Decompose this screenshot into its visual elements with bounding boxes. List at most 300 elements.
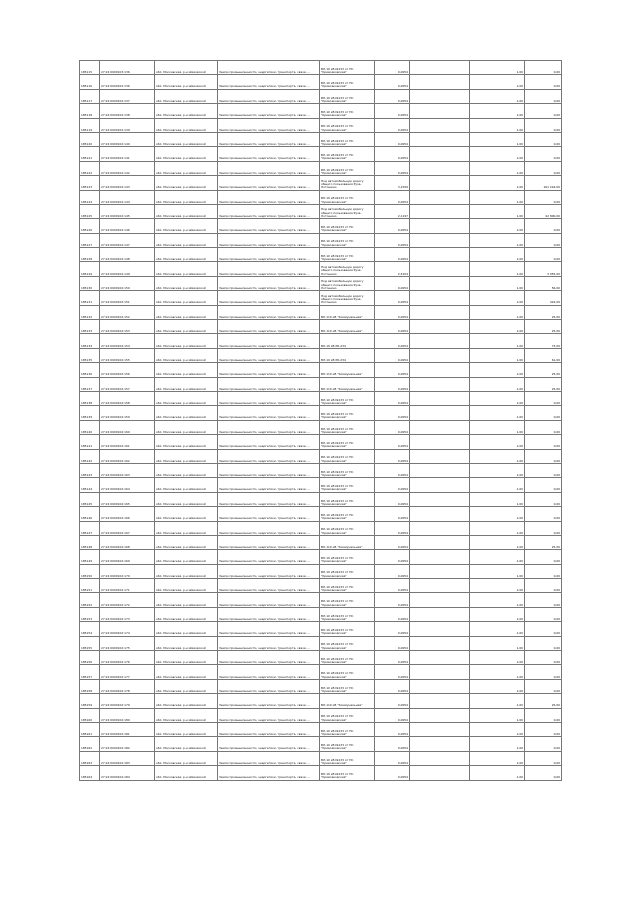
ratio-cell: 1,00 xyxy=(470,176,525,190)
cadastral-number: 27:22:0000103:136 xyxy=(100,61,155,75)
table-row xyxy=(80,607,562,621)
cadastral-number: 27:22:0000102:155 xyxy=(100,348,155,362)
table-row xyxy=(80,176,562,190)
row-number: 185124 xyxy=(80,190,100,204)
permitted-use-cell: ВЛ-10 кВ РК-234 xyxy=(320,348,375,362)
area-cell: 0,0054 xyxy=(375,248,410,262)
value-cell: 0,00 xyxy=(525,679,562,693)
land-category-cell: Земли промышленности, энергетики, транспорта, связи, ... xyxy=(218,679,320,693)
table-row xyxy=(80,104,562,118)
value-cell: 0,00 xyxy=(525,579,562,593)
ratio-cell: 1,00 xyxy=(470,233,525,247)
permitted-use-cell: ВЛ-10 кВ №133 от ПС "Кривояковская" xyxy=(320,463,375,477)
land-category-cell: Земли промышленности, энергетики, транспорта, связи, ... xyxy=(218,751,320,765)
address-cell: обл. Московская, р-н Шаховской xyxy=(155,636,218,650)
area-cell: 0,0054 xyxy=(375,276,410,290)
area-cell: 0,0054 xyxy=(375,463,410,477)
row-number: 185137 xyxy=(80,377,100,391)
value-cell: 0,00 xyxy=(525,507,562,521)
row-number: 185117 xyxy=(80,89,100,103)
permitted-use-cell: ВЛ-10 кВ №133 от ПС "Кривояковская" xyxy=(320,104,375,118)
area-cell: 0,0054 xyxy=(375,75,410,89)
permitted-use-cell: ВЛ-10 кВ №133 от ПС "Кривояковская" xyxy=(320,219,375,233)
land-category-cell: Земли промышленности, энергетики, транспорта, связи, ... xyxy=(218,248,320,262)
ratio-cell: 1,00 xyxy=(470,363,525,377)
area-cell: 0,0054 xyxy=(375,651,410,665)
cadastral-number: 27:22:0000102:166 xyxy=(100,507,155,521)
table-row xyxy=(80,147,562,161)
blank-cell xyxy=(410,593,470,607)
table-row xyxy=(80,463,562,477)
address-cell: обл. Московская, р-н Шаховской xyxy=(155,751,218,765)
address-cell: обл. Московская, р-н Шаховской xyxy=(155,363,218,377)
ratio-cell: 1,00 xyxy=(470,276,525,290)
land-category-cell: Земли промышленности, энергетики, транспорта, связи, ... xyxy=(218,161,320,175)
permitted-use-cell: ВЛ-10 кВ №133 от ПС "Кривояковская" xyxy=(320,420,375,434)
value-cell: 0,00 xyxy=(525,550,562,564)
permitted-use-cell: ВЛ-10 кВ №133 от ПС "Кривояковская" xyxy=(320,593,375,607)
address-cell: обл. Московская, р-н Шаховской xyxy=(155,291,218,305)
cadastral-number: 27:22:0000102:171 xyxy=(100,579,155,593)
blank-cell xyxy=(410,104,470,118)
area-cell: 0,0054 xyxy=(375,147,410,161)
area-cell: 0,0054 xyxy=(375,449,410,463)
area-cell: 0,0054 xyxy=(375,104,410,118)
area-cell: 0,0054 xyxy=(375,766,410,780)
ratio-cell: 1,00 xyxy=(470,665,525,679)
blank-cell xyxy=(410,607,470,621)
row-number: 185160 xyxy=(80,708,100,722)
address-cell: обл. Московская, р-н Шаховской xyxy=(155,665,218,679)
table-row xyxy=(80,722,562,736)
area-cell: 0,0054 xyxy=(375,564,410,578)
table-row xyxy=(80,377,562,391)
ratio-cell: 1,00 xyxy=(470,622,525,636)
land-category-cell: Земли промышленности, энергетики, транспорта, связи, ... xyxy=(218,708,320,722)
cadastral-number: 27:22:0000102:182 xyxy=(100,737,155,751)
table-row xyxy=(80,291,562,305)
ratio-cell: 1,00 xyxy=(470,161,525,175)
cadastral-number: 27:22:0000102:184 xyxy=(100,766,155,780)
area-cell: 0,0054 xyxy=(375,334,410,348)
land-category-cell: Земли промышленности, энергетики, транспорта, связи, ... xyxy=(218,651,320,665)
permitted-use-cell: ВЛ-10 кВ №133 от ПС "Кривояковская" xyxy=(320,708,375,722)
permitted-use-cell: ВЛ-10 кВ №133 от ПС "Кривояковская" xyxy=(320,751,375,765)
cadastral-number: 27:22:0000102:144 xyxy=(100,190,155,204)
ratio-cell: 1,00 xyxy=(470,262,525,276)
area-cell: 0,0054 xyxy=(375,478,410,492)
ratio-cell: 1,00 xyxy=(470,722,525,736)
blank-cell xyxy=(410,132,470,146)
ratio-cell: 1,00 xyxy=(470,248,525,262)
permitted-use-cell: ВЛ-10 кВ №133 от ПС "Кривояковская" xyxy=(320,118,375,132)
address-cell: обл. Московская, р-н Шаховской xyxy=(155,708,218,722)
blank-cell xyxy=(410,276,470,290)
cadastral-number: 27:22:0000102:179 xyxy=(100,694,155,708)
row-number: 185150 xyxy=(80,564,100,578)
row-number: 185132 xyxy=(80,305,100,319)
address-cell: обл. Московская, р-н Шаховской xyxy=(155,89,218,103)
value-cell: 0,00 xyxy=(525,435,562,449)
area-cell: 0,0054 xyxy=(375,535,410,549)
cadastral-number: 27:22:0000102:157 xyxy=(100,377,155,391)
area-cell: 0,0054 xyxy=(375,607,410,621)
address-cell: обл. Московская, р-н Шаховской xyxy=(155,248,218,262)
table-row xyxy=(80,75,562,89)
area-cell: 0,0054 xyxy=(375,521,410,535)
permitted-use-cell: ВЛ-110 кВ "Коммунальная" xyxy=(320,694,375,708)
area-cell: 0,0054 xyxy=(375,190,410,204)
land-category-cell: Земли промышленности, энергетики, транспорта, связи, ... xyxy=(218,550,320,564)
cadastral-number: 27:22:0000102:175 xyxy=(100,636,155,650)
blank-cell xyxy=(410,478,470,492)
blank-cell xyxy=(410,708,470,722)
area-cell: 0,0054 xyxy=(375,391,410,405)
value-cell: 0,00 xyxy=(525,161,562,175)
address-cell: обл. Московская, р-н Шаховской xyxy=(155,118,218,132)
table-row xyxy=(80,622,562,636)
address-cell: обл. Московская, р-н Шаховской xyxy=(155,348,218,362)
land-category-cell: Земли промышленности, энергетики, транспорта, связи, ... xyxy=(218,636,320,650)
land-category-cell: Земли промышленности, энергетики, транспорта, связи, ... xyxy=(218,492,320,506)
cadastral-number: 27:22:0000102:147 xyxy=(100,233,155,247)
permitted-use-cell: ВЛ-10 кВ №133 от ПС "Кривояковская" xyxy=(320,636,375,650)
row-number: 185152 xyxy=(80,593,100,607)
land-category-cell: Земли промышленности, энергетики, транспорта, связи, ... xyxy=(218,737,320,751)
value-cell: 0,00 xyxy=(525,233,562,247)
value-cell: 0,00 xyxy=(525,751,562,765)
permitted-use-cell: ВЛ-10 кВ №133 от ПС "Кривояковская" xyxy=(320,550,375,564)
table-row xyxy=(80,118,562,132)
blank-cell xyxy=(410,463,470,477)
blank-cell xyxy=(410,118,470,132)
land-category-cell: Земли промышленности, энергетики, транспорта, связи, ... xyxy=(218,507,320,521)
cadastral-number: 27:22:0000102:168 xyxy=(100,535,155,549)
area-cell: 0,0054 xyxy=(375,233,410,247)
value-cell: 25,00 xyxy=(525,535,562,549)
address-cell: обл. Московская, р-н Шаховской xyxy=(155,507,218,521)
row-number: 185162 xyxy=(80,737,100,751)
address-cell: обл. Московская, р-н Шаховской xyxy=(155,478,218,492)
table-row xyxy=(80,248,562,262)
land-category-cell: Земли промышленности, энергетики, транспорта, связи, ... xyxy=(218,363,320,377)
blank-cell xyxy=(410,507,470,521)
land-category-cell: Земли промышленности, энергетики, транспорта, связи, ... xyxy=(218,766,320,780)
ratio-cell: 1,00 xyxy=(470,291,525,305)
value-cell: 0,00 xyxy=(525,190,562,204)
blank-cell xyxy=(410,89,470,103)
ratio-cell: 1,00 xyxy=(470,593,525,607)
address-cell: обл. Московская, р-н Шаховской xyxy=(155,535,218,549)
permitted-use-cell: ВЛ-10 кВ №133 от ПС "Кривояковская" xyxy=(320,406,375,420)
ratio-cell: 1,00 xyxy=(470,334,525,348)
table-row xyxy=(80,204,562,218)
table-row xyxy=(80,435,562,449)
address-cell: обл. Московская, р-н Шаховской xyxy=(155,694,218,708)
permitted-use-cell: ВЛ-10 кВ №133 от ПС "Кривояковская" xyxy=(320,622,375,636)
table-row xyxy=(80,564,562,578)
value-cell: 0,00 xyxy=(525,147,562,161)
cadastral-number: 27:22:0000102:139 xyxy=(100,118,155,132)
land-category-cell: Земли промышленности, энергетики, транспорта, связи, ... xyxy=(218,132,320,146)
blank-cell xyxy=(410,622,470,636)
table-row xyxy=(80,593,562,607)
table-row xyxy=(80,694,562,708)
land-category-cell: Земли промышленности, энергетики, транспорта, связи, ... xyxy=(218,61,320,75)
ratio-cell: 1,00 xyxy=(470,89,525,103)
permitted-use-cell: ВЛ-10 кВ РК-234 xyxy=(320,334,375,348)
permitted-use-cell: ВЛ-10 кВ №133 от ПС "Кривояковская" xyxy=(320,435,375,449)
permitted-use-cell: ВЛ-110 кВ "Коммунальная" xyxy=(320,535,375,549)
address-cell: обл. Московская, р-н Шаховской xyxy=(155,492,218,506)
ratio-cell: 1,00 xyxy=(470,204,525,218)
table-row xyxy=(80,161,562,175)
cadastral-number: 27:22:0000102:149 xyxy=(100,262,155,276)
cadastral-number: 27:22:0000102:153 xyxy=(100,320,155,334)
ratio-cell: 1,00 xyxy=(470,75,525,89)
cadastral-number: 27:22:0000102:148 xyxy=(100,248,155,262)
area-cell: 0,0054 xyxy=(375,737,410,751)
row-number: 185116 xyxy=(80,75,100,89)
area-cell: 0,0054 xyxy=(375,722,410,736)
blank-cell xyxy=(410,492,470,506)
address-cell: обл. Московская, р-н Шаховской xyxy=(155,607,218,621)
row-number: 185140 xyxy=(80,420,100,434)
permitted-use-cell: ВЛ-10 кВ №133 от ПС "Кривояковская" xyxy=(320,478,375,492)
blank-cell xyxy=(410,579,470,593)
permitted-use-cell: ВЛ-10 кВ №133 от ПС "Кривояковская" xyxy=(320,766,375,780)
cadastral-number: 27:22:0000102:141 xyxy=(100,147,155,161)
ratio-cell: 1,00 xyxy=(470,377,525,391)
cadastral-number: 27:22:0000102:142 xyxy=(100,161,155,175)
ratio-cell: 1,00 xyxy=(470,521,525,535)
blank-cell xyxy=(410,564,470,578)
land-category-cell: Земли промышленности, энергетики, транспорта, связи, ... xyxy=(218,535,320,549)
cadastral-number: 27:22:0000102:176 xyxy=(100,651,155,665)
area-cell: 0,0054 xyxy=(375,435,410,449)
ratio-cell: 1,00 xyxy=(470,766,525,780)
value-cell: 0,00 xyxy=(525,463,562,477)
table-row xyxy=(80,262,562,276)
land-category-cell: Земли промышленности, энергетики, транспорта, связи, ... xyxy=(218,722,320,736)
table-row xyxy=(80,651,562,665)
blank-cell xyxy=(410,204,470,218)
ratio-cell: 1,00 xyxy=(470,104,525,118)
permitted-use-cell: ВЛ-10 кВ №133 от ПС "Кривояковская" xyxy=(320,190,375,204)
land-category-cell: Земли промышленности, энергетики, транспорта, связи, ... xyxy=(218,104,320,118)
area-cell: 0,0054 xyxy=(375,507,410,521)
table-row xyxy=(80,61,562,75)
permitted-use-cell: ВЛ-110 кВ "Коммунальная" xyxy=(320,377,375,391)
blank-cell xyxy=(410,550,470,564)
blank-cell xyxy=(410,406,470,420)
permitted-use-cell: ВЛ-10 кВ №133 от ПС "Кривояковская" xyxy=(320,248,375,262)
address-cell: обл. Московская, р-н Шаховской xyxy=(155,449,218,463)
row-number: 185131 xyxy=(80,291,100,305)
cadastral-number: 27:22:0000102:173 xyxy=(100,607,155,621)
value-cell: 0,00 xyxy=(525,420,562,434)
ratio-cell: 1,00 xyxy=(470,651,525,665)
address-cell: обл. Московская, р-н Шаховской xyxy=(155,233,218,247)
address-cell: обл. Московская, р-н Шаховской xyxy=(155,161,218,175)
ratio-cell: 1,00 xyxy=(470,118,525,132)
table-row xyxy=(80,507,562,521)
table-row xyxy=(80,449,562,463)
permitted-use-cell: ВЛ-10 кВ №133 от ПС "Кривояковская" xyxy=(320,61,375,75)
area-cell: 0,0054 xyxy=(375,161,410,175)
value-cell: 161 244,00 xyxy=(525,176,562,190)
row-number: 185120 xyxy=(80,132,100,146)
land-category-cell: Земли промышленности, энергетики, транспорта, связи, ... xyxy=(218,291,320,305)
value-cell: 25,00 xyxy=(525,320,562,334)
cadastral-number: 27:22:0000102:156 xyxy=(100,363,155,377)
area-cell: 0,0054 xyxy=(375,89,410,103)
permitted-use-cell: Под автомобильную дорогу общего пользования Руза-Лотошино xyxy=(320,176,375,190)
area-cell: 0,0054 xyxy=(375,593,410,607)
blank-cell xyxy=(410,262,470,276)
land-category-cell: Земли промышленности, энергетики, транспорта, связи, ... xyxy=(218,478,320,492)
area-cell: 0,0054 xyxy=(375,219,410,233)
table-row xyxy=(80,305,562,319)
row-number: 185153 xyxy=(80,607,100,621)
address-cell: обл. Московская, р-н Шаховской xyxy=(155,435,218,449)
row-number: 185118 xyxy=(80,104,100,118)
permitted-use-cell: ВЛ-10 кВ №133 от ПС "Кривояковская" xyxy=(320,722,375,736)
ratio-cell: 1,00 xyxy=(470,391,525,405)
value-cell: 0,00 xyxy=(525,607,562,621)
cadastral-number: 27:22:0000102:169 xyxy=(100,550,155,564)
ratio-cell: 1,00 xyxy=(470,449,525,463)
row-number: 185161 xyxy=(80,722,100,736)
row-number: 185127 xyxy=(80,233,100,247)
area-cell: 0,0054 xyxy=(375,622,410,636)
address-cell: обл. Московская, р-н Шаховской xyxy=(155,420,218,434)
table-row xyxy=(80,89,562,103)
value-cell: 25,00 xyxy=(525,363,562,377)
row-number: 185145 xyxy=(80,492,100,506)
area-cell: 0,0054 xyxy=(375,406,410,420)
table-row xyxy=(80,535,562,549)
blank-cell xyxy=(410,233,470,247)
cadastral-number: 27:22:0000102:158 xyxy=(100,391,155,405)
land-category-cell: Земли промышленности, энергетики, транспорта, связи, ... xyxy=(218,305,320,319)
cadastral-number: 27:22:0000102:181 xyxy=(100,722,155,736)
ratio-cell: 1,00 xyxy=(470,147,525,161)
table-row xyxy=(80,348,562,362)
cadastral-number: 27:22:0000102:159 xyxy=(100,406,155,420)
land-category-cell: Земли промышленности, энергетики, транспорта, связи, ... xyxy=(218,463,320,477)
row-number: 185133 xyxy=(80,320,100,334)
land-category-cell: Земли промышленности, энергетики, транспорта, связи, ... xyxy=(218,607,320,621)
blank-cell xyxy=(410,535,470,549)
cadastral-number: 27:22:0000102:164 xyxy=(100,478,155,492)
table-row xyxy=(80,679,562,693)
land-category-cell: Земли промышленности, энергетики, транспорта, связи, ... xyxy=(218,449,320,463)
area-cell: 0,0054 xyxy=(375,291,410,305)
value-cell: 0,00 xyxy=(525,766,562,780)
row-number: 185142 xyxy=(80,449,100,463)
cadastral-number: 27:22:0000102:150 xyxy=(100,276,155,290)
cadastral-number: 27:22:0000102:143 xyxy=(100,176,155,190)
land-category-cell: Земли промышленности, энергетики, транспорта, связи, ... xyxy=(218,176,320,190)
value-cell: 0,00 xyxy=(525,391,562,405)
permitted-use-cell: ВЛ-10 кВ №133 от ПС "Кривояковская" xyxy=(320,132,375,146)
table-row xyxy=(80,579,562,593)
permitted-use-cell: ВЛ-10 кВ №133 от ПС "Кривояковская" xyxy=(320,391,375,405)
address-cell: обл. Московская, р-н Шаховской xyxy=(155,679,218,693)
value-cell: 0,00 xyxy=(525,61,562,75)
land-category-cell: Земли промышленности, энергетики, транспорта, связи, ... xyxy=(218,262,320,276)
row-number: 185138 xyxy=(80,391,100,405)
address-cell: обл. Московская, р-н Шаховской xyxy=(155,190,218,204)
cadastral-number: 27:22:0000102:136 xyxy=(100,75,155,89)
table-row xyxy=(80,550,562,564)
address-cell: обл. Московская, р-н Шаховской xyxy=(155,320,218,334)
ratio-cell: 1,00 xyxy=(470,751,525,765)
blank-cell xyxy=(410,291,470,305)
ratio-cell: 1,00 xyxy=(470,694,525,708)
value-cell: 0,00 xyxy=(525,737,562,751)
value-cell: 0,00 xyxy=(525,722,562,736)
address-cell: обл. Московская, р-н Шаховской xyxy=(155,147,218,161)
table-row xyxy=(80,492,562,506)
blank-cell xyxy=(410,694,470,708)
value-cell: 25,00 xyxy=(525,694,562,708)
value-cell: 0,00 xyxy=(525,708,562,722)
blank-cell xyxy=(410,363,470,377)
land-category-cell: Земли промышленности, энергетики, транспорта, связи, ... xyxy=(218,147,320,161)
permitted-use-cell: ВЛ-10 кВ №133 от ПС "Кривояковская" xyxy=(320,737,375,751)
cadastral-number: 27:22:0000102:145 xyxy=(100,204,155,218)
ratio-cell: 1,00 xyxy=(470,478,525,492)
value-cell: 0,00 xyxy=(525,89,562,103)
area-cell: 0,0054 xyxy=(375,636,410,650)
area-cell: 0,0054 xyxy=(375,550,410,564)
row-number: 185156 xyxy=(80,651,100,665)
address-cell: обл. Московская, р-н Шаховской xyxy=(155,651,218,665)
address-cell: обл. Московская, р-н Шаховской xyxy=(155,564,218,578)
land-category-cell: Земли промышленности, энергетики, транспорта, связи, ... xyxy=(218,276,320,290)
value-cell: 0,00 xyxy=(525,622,562,636)
value-cell: 0,00 xyxy=(525,478,562,492)
table-row xyxy=(80,478,562,492)
row-number: 185143 xyxy=(80,463,100,477)
cadastral-number: 27:22:0000102:154 xyxy=(100,334,155,348)
address-cell: обл. Московская, р-н Шаховской xyxy=(155,61,218,75)
value-cell: 0,00 xyxy=(525,75,562,89)
cadastral-number: 27:22:0000102:140 xyxy=(100,132,155,146)
address-cell: обл. Московская, р-н Шаховской xyxy=(155,593,218,607)
address-cell: обл. Московская, р-н Шаховской xyxy=(155,463,218,477)
row-number: 185128 xyxy=(80,248,100,262)
land-category-cell: Земли промышленности, энергетики, транспорта, связи, ... xyxy=(218,665,320,679)
value-cell: 0,00 xyxy=(525,406,562,420)
area-cell: 0,0054 xyxy=(375,377,410,391)
cadastral-number: 27:22:0000102:177 xyxy=(100,665,155,679)
row-number: 185146 xyxy=(80,507,100,521)
permitted-use-cell: ВЛ-10 кВ №133 от ПС "Кривояковская" xyxy=(320,492,375,506)
blank-cell xyxy=(410,391,470,405)
row-number: 185125 xyxy=(80,204,100,218)
ratio-cell: 1,00 xyxy=(470,61,525,75)
land-category-cell: Земли промышленности, энергетики, транспорта, связи, ... xyxy=(218,391,320,405)
address-cell: обл. Московская, р-н Шаховской xyxy=(155,104,218,118)
area-cell: 0,0054 xyxy=(375,708,410,722)
area-cell: 0,0054 xyxy=(375,320,410,334)
value-cell: 42 800,00 xyxy=(525,204,562,218)
address-cell: обл. Московская, р-н Шаховской xyxy=(155,737,218,751)
ratio-cell: 1,00 xyxy=(470,550,525,564)
